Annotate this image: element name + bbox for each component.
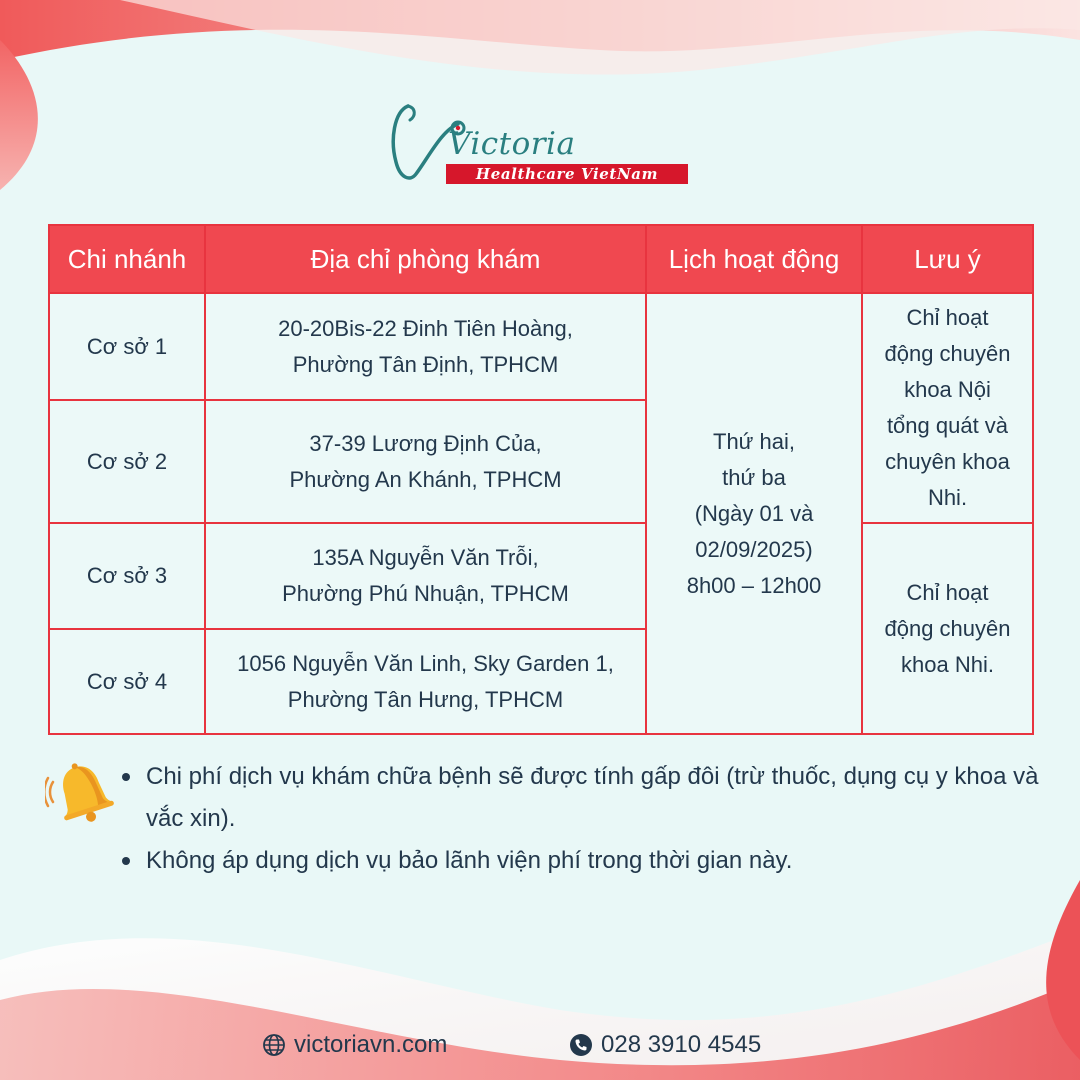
address-cell — [205, 400, 646, 523]
note-line: tổng quát và — [886, 413, 1009, 438]
address-line: 20-20Bis-22 Đinh Tiên Hoàng, — [278, 315, 573, 341]
address-line: Phường Tân Hưng, TPHCM — [287, 686, 564, 712]
note-cell-pediatrics — [862, 523, 1033, 734]
note-line: khoa Nhi. — [901, 651, 994, 677]
phone-number[interactable]: 028 3910 4545 — [601, 1031, 762, 1058]
address-line: Phường Phú Nhuận, TPHCM — [282, 581, 569, 606]
branch-schedule-table — [48, 224, 1034, 735]
brand-logo — [386, 100, 696, 190]
footer-website[interactable] — [262, 1030, 447, 1060]
list-item: Không áp dụng dịch vụ bảo lãnh viện phí trong thời gian này. — [118, 840, 1048, 882]
footer-phone[interactable] — [569, 1030, 761, 1060]
note-cell-internal-pediatrics — [862, 293, 1033, 523]
branch-cell: Cơ sở 1 — [49, 293, 205, 400]
globe-icon — [262, 1033, 286, 1057]
address-cell — [205, 523, 646, 629]
header-note: Lưu ý — [862, 225, 1033, 293]
note-line: khoa Nội — [904, 377, 991, 402]
table-header-row — [49, 225, 1033, 293]
logo-tagline: Healthcare VietNam — [446, 164, 688, 184]
address-line: 1056 Nguyễn Văn Linh, Sky Garden 1, — [237, 650, 614, 676]
header-address: Địa chỉ phòng khám — [205, 225, 646, 293]
header-branch: Chi nhánh — [49, 225, 205, 293]
branch-cell: Cơ sở 3 — [49, 523, 205, 629]
note-line: chuyên khoa — [885, 449, 1010, 474]
branch-cell: Cơ sở 2 — [49, 400, 205, 523]
address-cell — [205, 629, 646, 734]
schedule-line: Thứ hai, — [713, 428, 795, 454]
address-line: 135A Nguyễn Văn Trỗi, — [312, 545, 539, 570]
schedule-line: 02/09/2025) — [695, 536, 813, 562]
address-cell — [205, 293, 646, 400]
note-line: động chuyên — [884, 615, 1011, 641]
note-line: Nhi. — [927, 485, 968, 510]
bell-icon — [45, 760, 115, 824]
schedule-cell — [646, 293, 862, 734]
branch-cell: Cơ sở 4 — [49, 629, 205, 734]
note-line: Chỉ hoạt — [906, 579, 989, 605]
address-line: 37-39 Lương Định Của, — [309, 430, 542, 456]
schedule-line: thứ ba — [722, 464, 786, 490]
header-schedule: Lịch hoạt động — [646, 225, 862, 293]
address-line: Phường Tân Định, TPHCM — [292, 351, 559, 377]
left-wave — [0, 40, 38, 190]
phone-icon — [569, 1033, 593, 1057]
notice-list — [118, 756, 1048, 882]
logo-wordmark: Victoria — [448, 126, 576, 162]
table-row — [49, 293, 1033, 400]
list-item: Chi phí dịch vụ khám chữa bệnh sẽ được tính gấp đôi (trừ thuốc, dụng cụ y khoa và vắc xin). — [118, 756, 1048, 840]
top-light-wave — [120, 0, 1080, 75]
address-line: Phường An Khánh, TPHCM — [289, 466, 562, 492]
table-row — [49, 523, 1033, 629]
website-link[interactable]: victoriavn.com — [294, 1031, 448, 1058]
note-line: Chỉ hoạt — [906, 305, 989, 330]
note-line: động chuyên — [884, 341, 1011, 366]
schedule-line: 8h00 – 12h00 — [686, 572, 822, 598]
schedule-line: (Ngày 01 và — [694, 500, 814, 526]
